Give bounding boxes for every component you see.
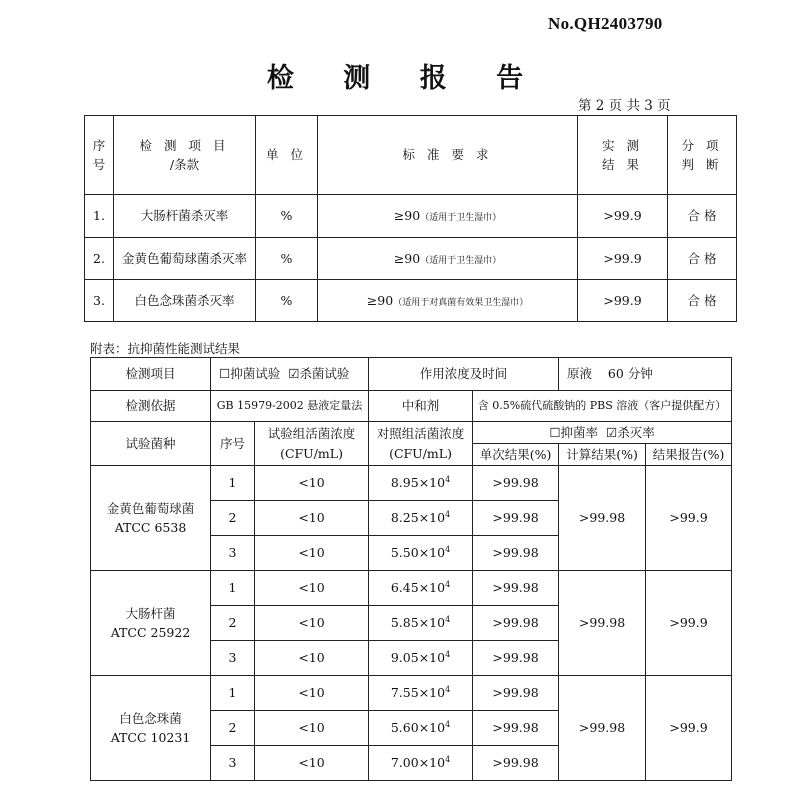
header-judge: [668, 116, 737, 195]
header-judge-line1: 分 项: [681, 137, 723, 153]
header-rate-options: [473, 422, 732, 444]
strain-code: ATCC 6538: [114, 520, 187, 535]
group-report: >99.9: [646, 571, 732, 676]
table-row: [91, 676, 732, 711]
ctrl-exponent: 4: [445, 685, 451, 695]
header-result-line2: 结 果: [602, 157, 643, 172]
ctrl-mantissa: 5.60×10: [390, 720, 446, 736]
row-seq: 1: [211, 466, 255, 501]
strain-name: 金黄色葡萄球菌: [106, 500, 195, 516]
row-seq: 3: [211, 536, 255, 571]
header-ctrl-conc: [369, 422, 473, 466]
row-ctrl-conc: [369, 641, 473, 676]
header-seq: 序号: [211, 422, 255, 466]
row-test-conc: <10: [255, 536, 369, 571]
row-test-conc: <10: [255, 571, 369, 606]
row-result: >99.9: [578, 238, 668, 280]
row-judge: 合 格: [668, 195, 737, 238]
group-calc: >99.98: [559, 466, 646, 571]
ctrl-mantissa: 5.50×10: [390, 545, 446, 561]
std-note: （适用于卫生湿巾）: [420, 213, 502, 224]
neutralizer-value: 含 0.5%硫代硫酸钠的 PBS 溶液（客户提供配方）: [473, 391, 732, 422]
row-seq: 2: [211, 711, 255, 746]
row-standard: [318, 280, 578, 322]
sterilization-test-checkbox[interactable]: ☑杀菌试验: [288, 366, 350, 382]
ctrl-exponent: 4: [445, 650, 451, 660]
row-test-conc: <10: [255, 466, 369, 501]
group-report: >99.9: [646, 676, 732, 781]
row-standard: [318, 195, 578, 238]
table-row: [85, 195, 737, 238]
row-seq: 3: [211, 641, 255, 676]
row-ctrl-conc: [369, 536, 473, 571]
row-single: >99.98: [473, 711, 559, 746]
row-seq: 2: [211, 606, 255, 641]
neutralizer-label: 中和剂: [369, 391, 473, 422]
header-item-line1: 检 测 项 目: [139, 137, 230, 153]
row-seq: 3.: [85, 280, 114, 322]
header-seq: [85, 116, 114, 195]
basis-value: GB 15979-2002 悬液定量法: [211, 391, 369, 422]
row-single: >99.98: [473, 571, 559, 606]
group-calc: >99.98: [559, 676, 646, 781]
table-row: [85, 280, 737, 322]
header-test-conc-line2: (CFU/mL): [280, 445, 343, 461]
strain-code: ATCC 10231: [110, 730, 191, 745]
group-calc: >99.98: [559, 571, 646, 676]
table-row: [91, 571, 732, 606]
header-calc: 计算结果(%): [559, 444, 646, 466]
header-judge-line2: 判 断: [681, 157, 723, 172]
header-standard: 标 准 要 求: [318, 116, 578, 195]
std-main: ≥90: [393, 250, 421, 266]
appendix-table: [90, 357, 732, 781]
header-seq-line1: 序: [92, 137, 106, 153]
row-test-conc: <10: [255, 641, 369, 676]
table-row: [85, 238, 737, 280]
basis-label: 检测依据: [91, 391, 211, 422]
header-item: [114, 116, 256, 195]
page-title: 检 测 报 告: [266, 63, 544, 94]
strain-name: 白色念珠菌: [119, 710, 182, 726]
ctrl-mantissa: 9.05×10: [390, 650, 446, 666]
ctrl-exponent: 4: [445, 580, 451, 590]
row-ctrl-conc: [369, 676, 473, 711]
page-indicator: 第 2 页 共 3 页: [578, 98, 671, 114]
row-seq: 1.: [85, 195, 114, 238]
header-ctrl-conc-line2: (CFU/mL): [389, 445, 452, 461]
strain-code: ATCC 25922: [110, 625, 191, 640]
header-test-conc-line1: 试验组活菌浓度: [267, 426, 356, 442]
ctrl-mantissa: 5.85×10: [390, 615, 446, 631]
strain-cell: [91, 571, 211, 676]
main-results-table: [84, 115, 737, 322]
ctrl-mantissa: 7.55×10: [390, 685, 446, 701]
row-unit: %: [256, 280, 318, 322]
std-main: ≥90: [366, 292, 394, 308]
row-single: >99.98: [473, 536, 559, 571]
row-test-conc: <10: [255, 676, 369, 711]
std-note: （适用于卫生湿巾）: [420, 255, 502, 266]
row-result: >99.9: [578, 280, 668, 322]
header-seq-line2: 号: [92, 157, 106, 172]
test-type-options: [211, 358, 369, 391]
row-item: 大肠杆菌杀灭率: [114, 195, 256, 238]
appendix-header-row1: [91, 422, 732, 444]
appendix-row-basis: [91, 391, 732, 422]
table-row: [91, 466, 732, 501]
ctrl-exponent: 4: [445, 755, 451, 765]
header-unit: 单 位: [256, 116, 318, 195]
row-single: >99.98: [473, 501, 559, 536]
header-test-conc: [255, 422, 369, 466]
row-single: >99.98: [473, 466, 559, 501]
row-judge: 合 格: [668, 280, 737, 322]
appendix-title: 附表：抗抑菌性能测试结果: [90, 341, 241, 356]
ctrl-mantissa: 8.25×10: [390, 510, 446, 526]
row-standard: [318, 238, 578, 280]
header-single: 单次结果(%): [473, 444, 559, 466]
header-result: [578, 116, 668, 195]
row-unit: %: [256, 238, 318, 280]
row-test-conc: <10: [255, 606, 369, 641]
header-report: 结果报告(%): [646, 444, 732, 466]
row-seq: 1: [211, 571, 255, 606]
test-item-label: 检测项目: [91, 358, 211, 391]
header-ctrl-conc-line1: 对照组活菌浓度: [376, 426, 465, 442]
row-seq: 1: [211, 676, 255, 711]
ctrl-exponent: 4: [445, 510, 451, 520]
inhibition-test-checkbox[interactable]: ☐抑菌试验: [219, 366, 281, 382]
header-result-line1: 实 测: [602, 137, 643, 153]
row-test-conc: <10: [255, 746, 369, 781]
row-result: >99.9: [578, 195, 668, 238]
row-item: 白色念珠菌杀灭率: [114, 280, 256, 322]
header-item-line2: /条款: [169, 157, 200, 172]
std-note: （适用于对真菌有效果卫生湿巾）: [393, 297, 529, 308]
row-unit: %: [256, 195, 318, 238]
report-number: No.QH2403790: [548, 14, 663, 33]
strain-cell: [91, 466, 211, 571]
row-single: >99.98: [473, 746, 559, 781]
ctrl-exponent: 4: [445, 545, 451, 555]
row-seq: 2: [211, 501, 255, 536]
ctrl-exponent: 4: [445, 615, 451, 625]
row-judge: 合 格: [668, 238, 737, 280]
row-ctrl-conc: [369, 466, 473, 501]
concentration-value: 原液 60 分钟: [559, 358, 732, 391]
ctrl-mantissa: 8.95×10: [390, 475, 446, 491]
row-single: >99.98: [473, 641, 559, 676]
appendix-row-test-item: [91, 358, 732, 391]
std-main: ≥90: [393, 208, 421, 224]
header-strain: 试验菌种: [91, 422, 211, 466]
row-test-conc: <10: [255, 711, 369, 746]
inhibition-rate-checkbox[interactable]: ☐抑菌率: [549, 424, 599, 440]
main-header-row: [85, 116, 737, 195]
concentration-label: 作用浓度及时间: [369, 358, 559, 391]
row-ctrl-conc: [369, 571, 473, 606]
ctrl-mantissa: 7.00×10: [390, 755, 446, 771]
row-ctrl-conc: [369, 746, 473, 781]
strain-name: 大肠杆菌: [125, 605, 176, 621]
ctrl-exponent: 4: [445, 475, 451, 485]
row-single: >99.98: [473, 676, 559, 711]
row-seq: 2.: [85, 238, 114, 280]
strain-cell: [91, 676, 211, 781]
row-test-conc: <10: [255, 501, 369, 536]
group-report: >99.9: [646, 466, 732, 571]
row-ctrl-conc: [369, 711, 473, 746]
row-item: 金黄色葡萄球菌杀灭率: [114, 238, 256, 280]
ctrl-exponent: 4: [445, 720, 451, 730]
row-ctrl-conc: [369, 501, 473, 536]
row-seq: 3: [211, 746, 255, 781]
row-ctrl-conc: [369, 606, 473, 641]
row-single: >99.98: [473, 606, 559, 641]
ctrl-mantissa: 6.45×10: [390, 580, 446, 596]
kill-rate-checkbox[interactable]: ☑杀灭率: [606, 424, 655, 440]
